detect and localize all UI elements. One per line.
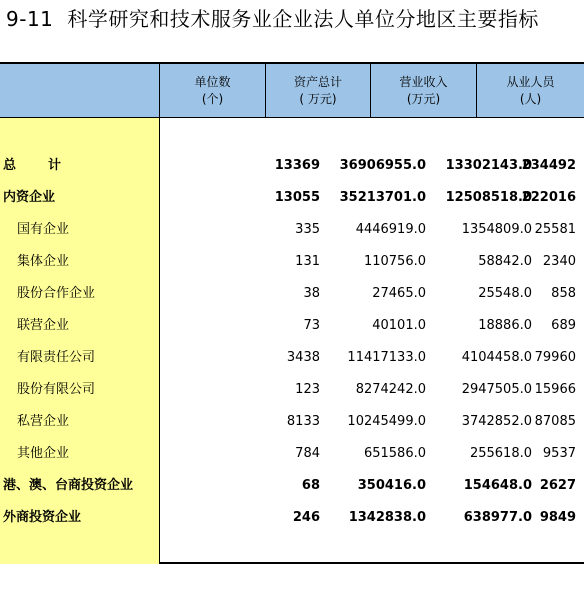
table-row <box>0 406 584 438</box>
revenue-cell: 1354809.0 <box>461 222 532 237</box>
employees-cell: 689 <box>551 318 576 333</box>
units-count-cell: 13055 <box>274 190 320 205</box>
header-employees <box>477 64 584 117</box>
total-assets-cell: 110756.0 <box>363 254 426 269</box>
header-unit: (个) <box>201 92 224 106</box>
total-assets-cell: 40101.0 <box>372 318 426 333</box>
row-label: 外商投资企业 <box>3 510 82 525</box>
revenue-cell: 13302143.0 <box>445 158 532 173</box>
total-assets-cell: 4446919.0 <box>355 222 426 237</box>
revenue-cell: 154648.0 <box>463 478 532 493</box>
units-count-cell: 38 <box>303 286 320 301</box>
employees-cell: 79960 <box>534 350 576 365</box>
revenue-cell: 2947505.0 <box>461 382 532 397</box>
units-count-cell: 131 <box>295 254 320 269</box>
table-row <box>0 310 584 342</box>
table-row <box>0 502 584 534</box>
header-revenue <box>371 64 477 117</box>
row-label: 总计 <box>3 158 94 173</box>
units-count-cell: 8133 <box>286 414 320 429</box>
header-stub-cell <box>0 64 160 117</box>
employees-cell: 858 <box>551 286 576 301</box>
row-label: 有限责任公司 <box>17 350 96 365</box>
units-count-cell: 68 <box>301 478 320 493</box>
revenue-cell: 25548.0 <box>478 286 532 301</box>
revenue-cell: 638977.0 <box>463 510 532 525</box>
revenue-cell: 255618.0 <box>469 446 532 461</box>
employees-cell: 2340 <box>542 254 576 269</box>
row-label: 联营企业 <box>17 318 70 333</box>
revenue-cell: 3742852.0 <box>461 414 532 429</box>
header-label: 资产总计 <box>293 75 342 89</box>
statistics-table <box>0 62 584 564</box>
table-row <box>0 214 584 246</box>
table-row <box>0 342 584 374</box>
employees-cell: 222016 <box>521 190 576 205</box>
total-assets-cell: 36906955.0 <box>339 158 426 173</box>
header-unit: (万元) <box>406 92 441 106</box>
units-count-cell: 246 <box>292 510 320 525</box>
table-row <box>0 246 584 278</box>
total-assets-cell: 27465.0 <box>372 286 426 301</box>
header-unit: (人) <box>519 92 542 106</box>
table-row <box>0 182 584 214</box>
table-row <box>0 470 584 502</box>
header-total-assets <box>266 64 371 117</box>
table-header <box>0 64 584 118</box>
row-label: 集体企业 <box>17 254 70 269</box>
header-unit: ( 万元) <box>299 92 337 106</box>
revenue-cell: 58842.0 <box>478 254 532 269</box>
table-row <box>0 438 584 470</box>
employees-cell: 87085 <box>534 414 576 429</box>
total-assets-cell: 8274242.0 <box>355 382 426 397</box>
table-row <box>0 374 584 406</box>
units-count-cell: 784 <box>295 446 320 461</box>
header-label: 从业人员 <box>506 75 555 89</box>
total-assets-cell: 35213701.0 <box>339 190 426 205</box>
revenue-cell: 12508518.0 <box>445 190 532 205</box>
units-count-cell: 3438 <box>286 350 320 365</box>
row-label: 私营企业 <box>17 414 70 429</box>
total-assets-cell: 651586.0 <box>363 446 426 461</box>
row-label: 国有企业 <box>17 222 70 237</box>
employees-cell: 2627 <box>539 478 576 493</box>
table-title: 科学研究和技术服务业企业法人单位分地区主要指标 <box>67 7 539 31</box>
units-count-cell: 13369 <box>274 158 320 173</box>
employees-cell: 9849 <box>539 510 576 525</box>
header-label: 营业收入 <box>399 75 448 89</box>
employees-cell: 9537 <box>542 446 576 461</box>
units-count-cell: 123 <box>295 382 320 397</box>
row-label: 股份有限公司 <box>17 382 96 397</box>
table-row <box>0 278 584 310</box>
row-label: 内资企业 <box>3 190 56 205</box>
employees-cell: 15966 <box>534 382 576 397</box>
table-number: 9-11 <box>6 7 54 31</box>
row-label: 股份合作企业 <box>17 286 96 301</box>
units-count-cell: 73 <box>303 318 320 333</box>
row-label: 其他企业 <box>17 446 70 461</box>
total-assets-cell: 11417133.0 <box>347 350 426 365</box>
header-units-count <box>160 64 266 117</box>
total-assets-cell: 1342838.0 <box>348 510 426 525</box>
employees-cell: 25581 <box>534 222 576 237</box>
employees-cell: 234492 <box>521 158 576 173</box>
row-label: 港、澳、台商投资企业 <box>3 478 134 493</box>
revenue-cell: 18886.0 <box>478 318 532 333</box>
page-title <box>6 6 539 32</box>
table-row <box>0 150 584 182</box>
units-count-cell: 335 <box>295 222 320 237</box>
total-assets-cell: 350416.0 <box>357 478 426 493</box>
header-label: 单位数 <box>194 75 231 89</box>
revenue-cell: 4104458.0 <box>461 350 532 365</box>
total-assets-cell: 10245499.0 <box>347 414 426 429</box>
